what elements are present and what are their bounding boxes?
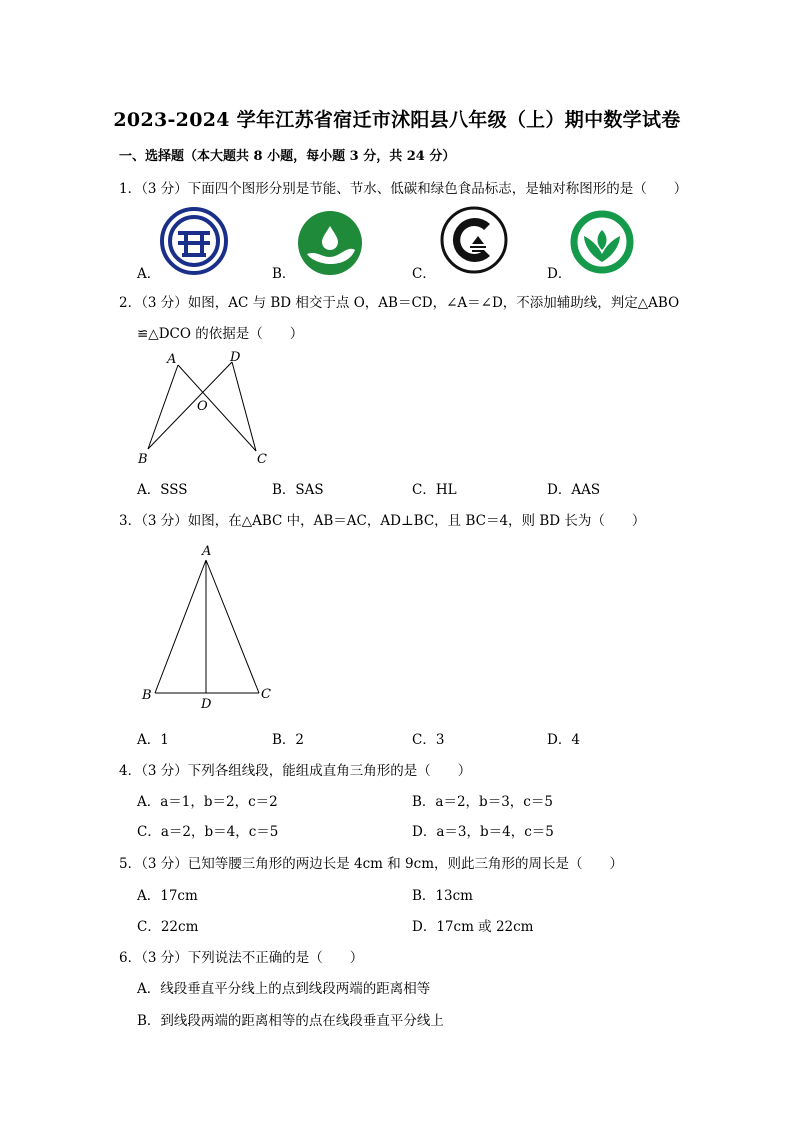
q1-option-b: B． xyxy=(272,266,296,282)
q2-option-c: C．HL xyxy=(412,482,457,498)
question-2-stem-line1: 2．（3 分）如图，AC 与 BD 相交于点 O，AB＝CD，∠A＝∠D，不添加辅助线，判定△ABO xyxy=(119,295,680,311)
q3-option-a: A．1 xyxy=(137,732,169,748)
q2-label-b: B xyxy=(138,452,148,467)
q4-option-a: A．a＝1，b＝2，c＝2 xyxy=(137,794,278,810)
page-title: 2023-2024 学年江苏省宿迁市沭阳县八年级（上）期中数学试卷 xyxy=(113,109,681,131)
q3-figure xyxy=(135,540,285,715)
q2-label-d: D xyxy=(230,350,241,365)
q3-label-b: B xyxy=(142,688,152,703)
q2-option-a: A．SSS xyxy=(137,482,188,498)
q2-label-o: O xyxy=(197,399,208,414)
q4-option-c: C．a＝2，b＝4，c＝5 xyxy=(137,824,279,840)
section-heading: 一、选择题（本大题共 8 小题，每小题 3 分，共 24 分） xyxy=(119,149,456,164)
q2-option-b: B．SAS xyxy=(272,482,324,498)
question-1-stem: 1．（3 分）下面四个图形分别是节能、节水、低碳和绿色食品标志，是轴对称图形的是（ ） xyxy=(119,181,688,197)
q5-option-c: C．22cm xyxy=(137,919,199,935)
water-saving-logo-icon xyxy=(297,210,363,276)
q3-option-d: D．4 xyxy=(547,732,580,748)
green-food-logo-icon xyxy=(570,210,634,274)
q3-option-b: B．2 xyxy=(272,732,305,748)
q2-option-d: D．AAS xyxy=(547,482,601,498)
q1-option-c: C． xyxy=(412,266,436,282)
question-5-stem: 5．（3 分）已知等腰三角形的两边长是 4cm 和 9cm，则此三角形的周长是（ ） xyxy=(119,856,623,872)
q3-label-c: C xyxy=(261,687,271,702)
q2-figure xyxy=(130,348,280,468)
q2-label-a: A xyxy=(167,352,177,367)
question-2-stem-line2: ≌△DCO 的依据是（ ） xyxy=(137,326,304,342)
q5-option-b: B．13cm xyxy=(412,888,473,904)
q3-label-a: A xyxy=(202,544,212,559)
question-6-stem: 6．（3 分）下列说法不正确的是（ ） xyxy=(119,950,364,966)
q1-option-d: D． xyxy=(547,266,572,282)
q4-option-b: B．a＝2，b＝3，c＝5 xyxy=(412,794,553,810)
q3-label-d: D xyxy=(201,697,212,712)
question-3-stem: 3．（3 分）如图，在△ABC 中，AB＝AC，AD⊥BC，且 BC＝4，则 BD 长为（ ） xyxy=(119,513,646,529)
q5-option-d: D．17cm 或 22cm xyxy=(412,919,534,935)
q6-option-a: A．线段垂直平分线上的点到线段两端的距离相等 xyxy=(137,981,431,997)
q4-option-d: D．a＝3，b＝4，c＝5 xyxy=(412,824,554,840)
q1-option-a: A． xyxy=(137,266,161,282)
q2-label-c: C xyxy=(257,452,267,467)
question-4-stem: 4．（3 分）下列各组线段，能组成直角三角形的是（ ） xyxy=(119,763,472,779)
q6-option-b: B．到线段两端的距离相等的点在线段垂直平分线上 xyxy=(137,1013,444,1029)
energy-saving-logo-icon xyxy=(160,207,228,275)
q5-option-a: A．17cm xyxy=(137,888,198,904)
q3-option-c: C．3 xyxy=(412,732,445,748)
low-carbon-logo-icon xyxy=(440,206,508,274)
